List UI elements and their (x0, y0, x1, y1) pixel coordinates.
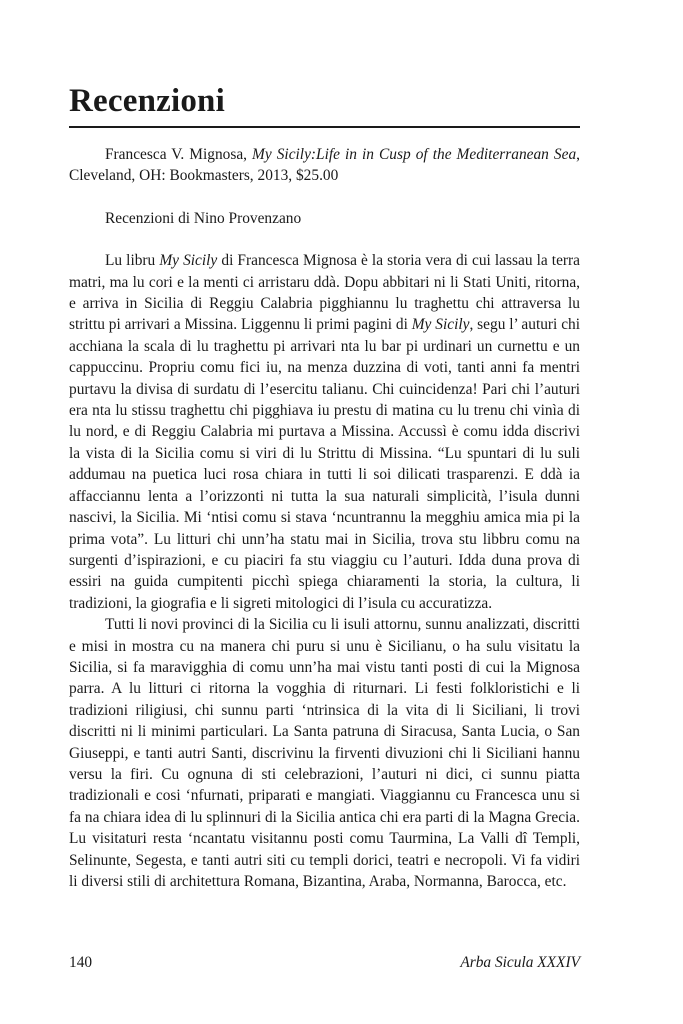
running-head: Arba Sicula XXXIV (460, 954, 580, 971)
book-title-mention-2: My Sicily (411, 316, 470, 334)
paragraph-1 (69, 250, 580, 614)
book-title: My Sicily:Life in in Cusp of the Mediterranean Sea (252, 146, 577, 163)
book-reference (69, 144, 580, 187)
paragraph-1-part-1: Lu libru (105, 252, 160, 270)
title-rule (69, 126, 580, 128)
page-number: 140 (69, 954, 93, 971)
book-title-mention-1: My Sicily (159, 252, 218, 270)
section-title: Recenzioni (69, 83, 225, 119)
paragraph-2: Tutti li novi provinci di la Sicilia cu li isuli attornu, sunnu analizzati, discritti e misi in mostra cu na manera chi puru si unu è Sicilianu, o ha sulu visitatu la Sicilia, si fa maravigghia di comu unn’ha mai vistu tanti posti di cui la Mignosa parra. A lu litturi ci ritorna la vogghia di riturnari. Li festi folkloristichi e li tradizioni riligiusi, chi sunnu parti ‘ntrinsica di la vita di li Siciliani, li trovi discritti ni li minimi particulari. La Santa patruna di Siracusa, Santa Lucia, o San Giuseppi, e tanti autri Santi, discrivinu la firventi divuzioni chi li Siciliani hannu versu la firi. Cu ognuna di sti celebrazioni, l’auturi ni dici, ci sunnu piatta tradizionali e cosi ‘nfurnati, priparati e mangiati. Viaggiannu cu Francesca unu si fa na chiara idea di lu splinnuri di la Sicilia antica chi era parti di la Magna Grecia. Lu visitaturi resta ‘ncantatu visitannu posti comu Taurmina, La Valli dî Templi, Selinunte, Segesta, e tanti autri siti cu templi dorici, teatri e necropoli. Vi fa vidiri li diversi stili di architettura Romana, Bizantina, Araba, Normanna, Barocca, etc. (69, 616, 580, 890)
paragraph-1-part-3: , segu l’ auturi chi acchiana la scala di lu traghettu pi arrivari nta lu bar pi urdinari un curnettu e un cappuccinu. Propriu comu fici iu, na menza duzzina di voti, tanti anni fa mentri purtavu la divisa di surdatu di l’esercitu talianu. Chi cuincidenza! Pari chi l’auturi era nta lu stissu traghettu chi pigghiava iu prestu di matina cu lu trenu chi vinìa di lu nord, e di Reggiu Calabria mi purtava a Missina. Accussì è comu idda discrivi la vista di la Sicilia comu si viri di lu Strittu di Missina. “Lu spuntari di lu suli addumau na puetica luci rosa chiara in tutti li soi dilicati trasparenzi. E ddà ia affacciannu lenta a l’orizzonti ni tutta la sua naturali simplicità, l’isula dunni nascivi, la Sicilia. Mi ‘ntisi comu si stava ‘ncuntrannu la megghiu amica mia pi la prima vota”. Lu litturi chi unn’ha statu mai in Sicilia, trova stu libbru comu na surgenti d’ispirazioni, e cu piaciri fa stu viaggiu cu l’auturi. Idda duna prova di essiri na guida cumpitenti picchì spiega chiaramenti la storia, la cultura, li tradizioni, la giografia e li sigreti mitologici di l’isula cu accuratizza. (69, 316, 580, 612)
review-byline: Recenzioni di Nino Provenzano (105, 209, 302, 227)
book-author: Francesca V. Mignosa, (105, 146, 253, 163)
paragraph-1-part-2: di Francesca Mignosa è la storia vera di cui lassau la terra matri, ma lu cori e la menti ci arristaru ddà. Dopu abbitari ni li Stati Uniti, ritorna, e arriva in Sicilia di Reggiu Calabria pigghiannu lu traghettu chi attraversa lu strittu pi arrivari a Missina. Liggennu li primi pagini di (69, 252, 580, 334)
book-publication: , Cleveland, OH: Bookmasters, 2013, $25.00 (69, 146, 580, 185)
article-body (69, 144, 580, 892)
